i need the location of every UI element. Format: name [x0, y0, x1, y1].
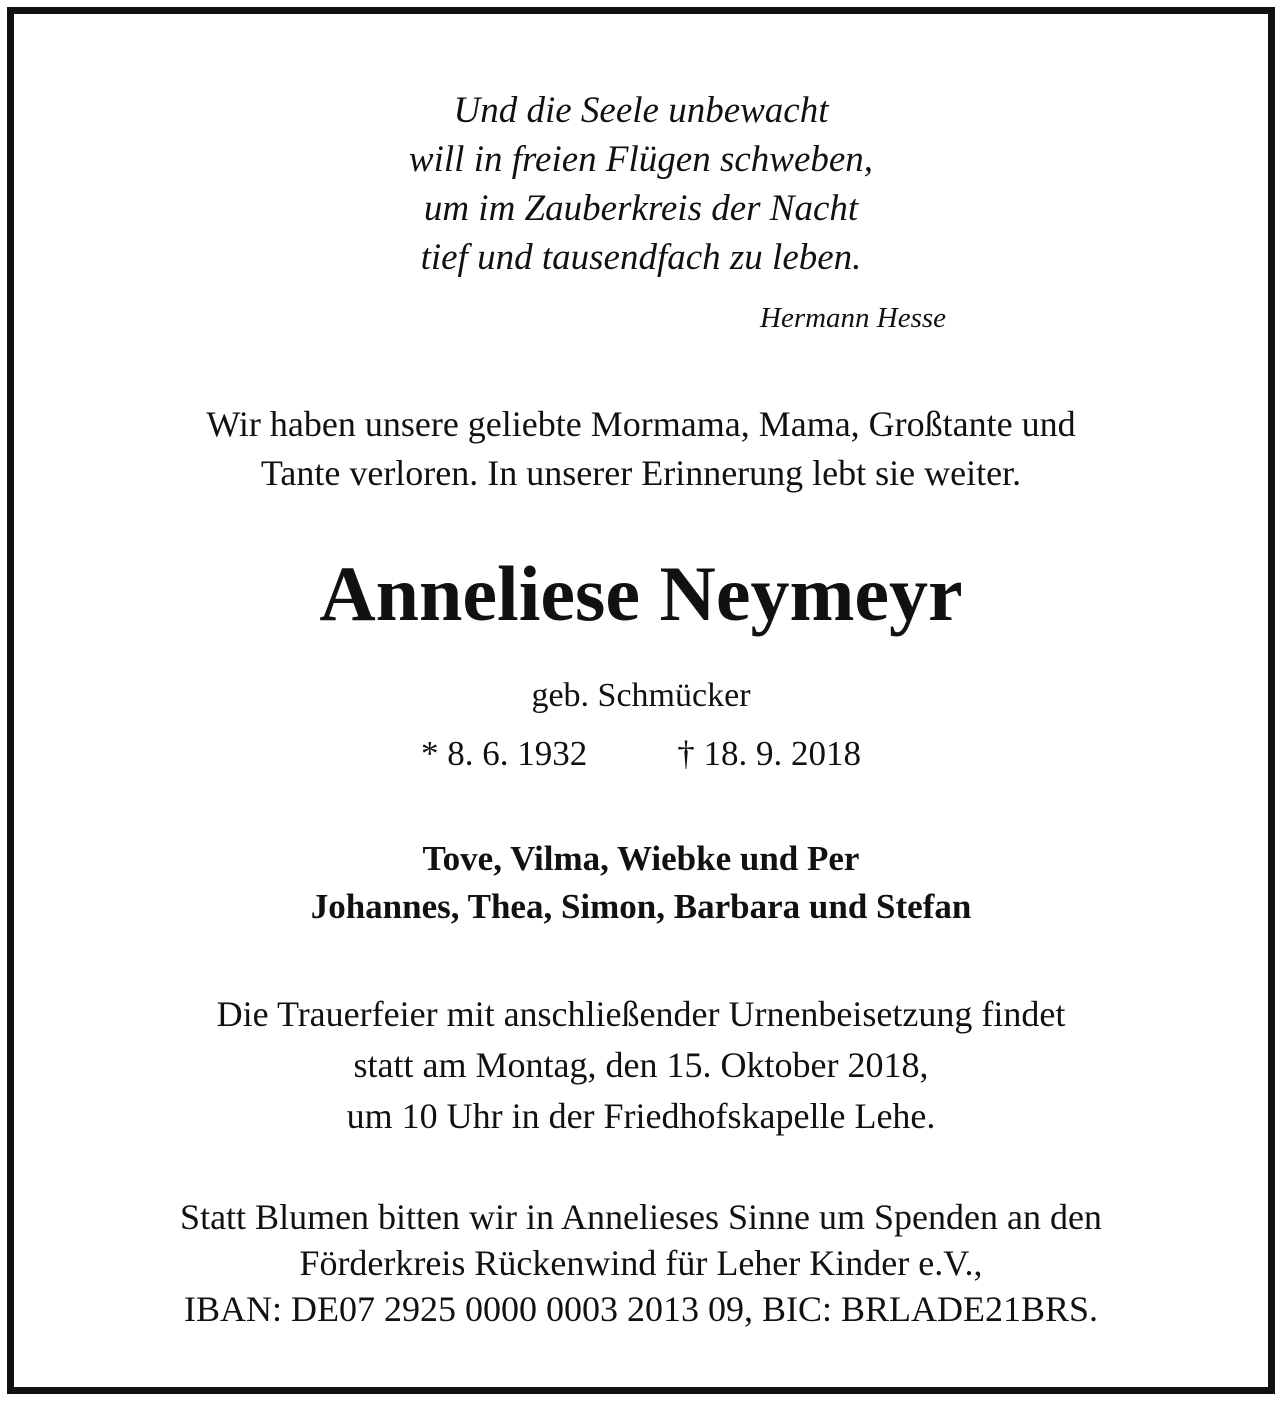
maiden-name: geb. Schmücker [531, 677, 751, 714]
ceremony-line: um 10 Uhr in der Friedhofskapelle Lehe. [346, 1096, 936, 1136]
donation-line: Förderkreis Rückenwind für Leher Kinder e.V., [299, 1243, 983, 1283]
mourners-line: Johannes, Thea, Simon, Barbara und Stefan [310, 887, 972, 926]
poem-line: um im Zauberkreis der Nacht [423, 188, 859, 229]
poem-line: Und die Seele unbewacht [453, 90, 829, 131]
death-date: † 18. 9. 2018 [677, 734, 861, 773]
mourners-list [14, 835, 1268, 931]
donation-info [14, 1194, 1268, 1332]
donation-line: Statt Blumen bitten wir in Annelieses Sinne um Spenden an den [180, 1197, 1102, 1237]
poem-quote [14, 86, 1268, 282]
birth-date: * 8. 6. 1932 [421, 734, 588, 773]
life-dates [14, 731, 1268, 777]
poem-line: tief und tausendfach zu leben. [420, 237, 862, 278]
intro-line: Wir haben unsere geliebte Mormama, Mama, Großtante und [206, 404, 1076, 444]
ceremony-info [14, 989, 1268, 1142]
intro-line: Tante verloren. In unserer Erinnerung lebt sie weiter. [260, 453, 1022, 493]
donation-line: IBAN: DE07 2925 0000 0003 2013 09, BIC: BRLADE21BRS. [183, 1289, 1099, 1329]
poem-line: will in freien Flügen schweben, [408, 139, 874, 180]
ceremony-line: statt am Montag, den 15. Oktober 2018, [353, 1045, 929, 1085]
intro-text [14, 400, 1268, 498]
quote-author: Hermann Hesse [760, 302, 947, 334]
obituary-notice [7, 7, 1275, 1394]
mourners-line: Tove, Vilma, Wiebke und Per [422, 839, 860, 878]
ceremony-line: Die Trauerfeier mit anschließender Urnenbeisetzung findet [216, 994, 1066, 1034]
deceased-name: Anneliese Neymeyr [319, 550, 963, 637]
